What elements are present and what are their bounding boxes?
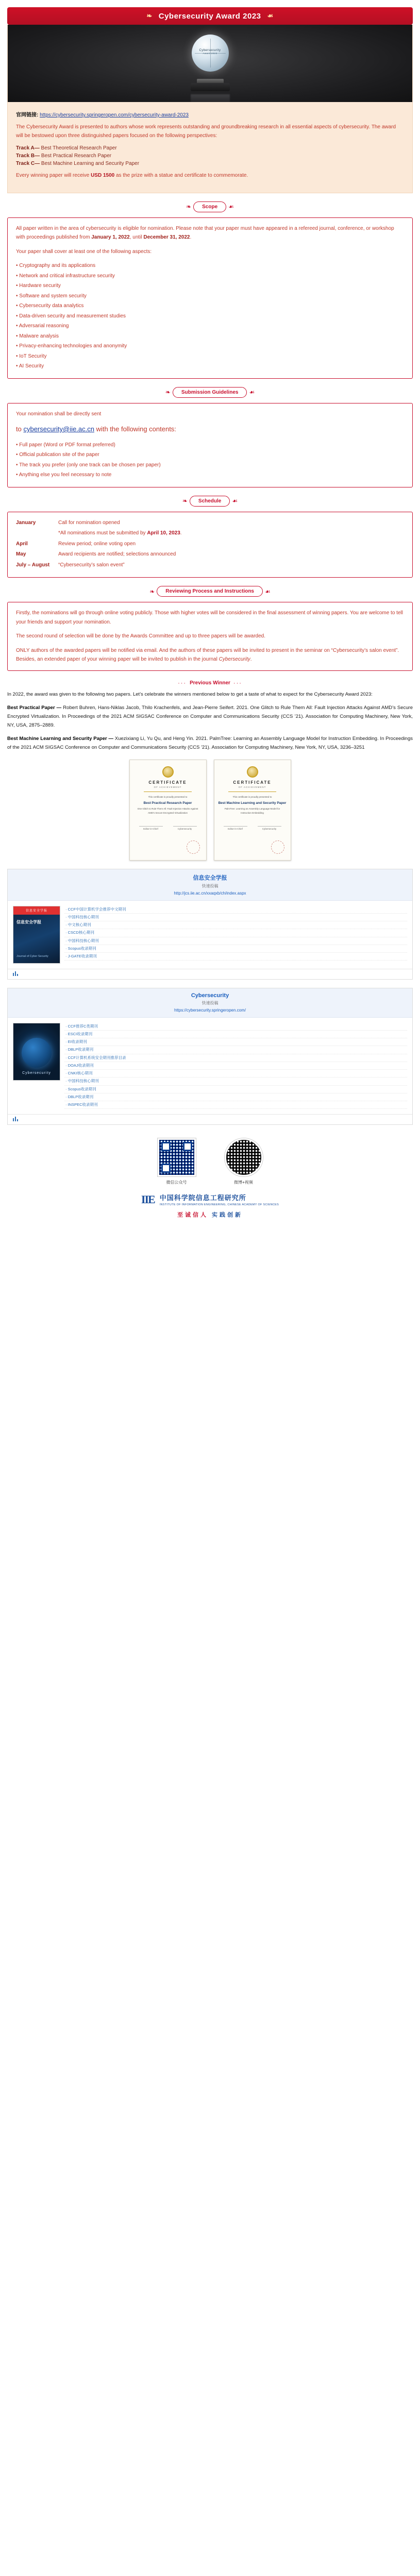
schedule-row: January Call for nomination opened bbox=[16, 519, 120, 526]
page-title: Cybersecurity Award 2023 bbox=[158, 11, 261, 21]
reviewing-p3: ONLY authors of the awarded papers will be notified via email. And the authors of these papers will be invited to present in the seminar on “Cybersecurity’s salon event”. Besides, an extended paper of your winning paper will be invited to publish in the journal Cybersecurity. bbox=[16, 647, 399, 663]
certificate-stamp-icon bbox=[271, 840, 284, 854]
promo-subtitle: 快速投稿 bbox=[201, 1000, 219, 1005]
iie-logo: IIE bbox=[141, 1192, 155, 1206]
previous-winner-body bbox=[7, 691, 413, 752]
trophy-label: Cybersecurity Award 2023 bbox=[199, 49, 221, 55]
chip-ornament-left-icon: ❧ bbox=[165, 389, 171, 396]
list-item: • Cybersecurity data analytics bbox=[16, 301, 404, 311]
promo-index-list bbox=[64, 906, 407, 964]
certificate-line-2: One Glitch to Rule Them All: Fault Injection Attacks Against AMD’s Secure Encrypted Virtualization bbox=[137, 807, 198, 814]
reviewing-p2: The second round of selection will be done by the Awards Committee and up to three papers will be awarded. bbox=[16, 633, 265, 639]
list-item: · DBLP收录期刊 bbox=[64, 1093, 407, 1101]
promo-cover-label: Cybersecurity bbox=[22, 1071, 51, 1075]
list-item: · J-GATE收录期刊 bbox=[64, 953, 407, 961]
list-item: · 中文核心期刊 bbox=[64, 921, 407, 929]
promo-index-list bbox=[64, 1023, 407, 1109]
list-item: • Malware analysis bbox=[16, 332, 404, 341]
award-intro-text: The Cybersecurity Award is presented to authors whose work represents outstanding and groundbreaking research in all essential aspects of cybersecurity. The award will be bestowed upon three distinguished papers focused on the following perspectives: bbox=[16, 124, 396, 139]
scope-heading bbox=[0, 201, 420, 212]
equalizer-icon bbox=[13, 1117, 18, 1121]
promo-card-journal-cn[interactable] bbox=[7, 869, 413, 980]
promo-card-journal-en[interactable] bbox=[7, 988, 413, 1125]
list-item: • Official publication site of the paper bbox=[16, 450, 404, 460]
previous-winner-paper-2: Best Machine Learning and Security Paper — Xuezixiang Li, Yu Qu, and Heng Yin. 2021. PalmTree: Learning an Assembly Language Model for Instruction Embedding. In Proceedings of the 2021 ACM SIGSAC Conference on Computer and Communications Security (CCS ’21). Association for Computing Machinery, New York, NY, USA, 3236–3251 bbox=[7, 736, 413, 750]
promo-cover-image bbox=[13, 1023, 60, 1081]
submission-heading bbox=[0, 387, 420, 398]
promo-footer bbox=[8, 1114, 412, 1124]
qr-code-icon[interactable] bbox=[158, 1138, 196, 1176]
qr-code-row bbox=[0, 1138, 420, 1185]
certificate-subtitle: OF ACHIEVEMENT bbox=[154, 785, 182, 788]
submission-email-line: to cybersecurity@iie.ac.cn with the following contents: bbox=[16, 425, 176, 433]
list-item: • Cryptography and its applications bbox=[16, 261, 404, 271]
promo-cover-image bbox=[13, 906, 60, 964]
submission-panel bbox=[7, 403, 413, 487]
certificate-signatures bbox=[134, 826, 202, 830]
certificate-images bbox=[0, 760, 420, 861]
chip-ornament-right-icon: ☙ bbox=[249, 389, 255, 396]
chip-ornament-right-icon: ☙ bbox=[265, 587, 271, 595]
list-item: • Hardware security bbox=[16, 281, 404, 291]
previous-winner-intro: In 2022, the award was given to the following two papers. Let’s celebrate the winners mentioned below to get a taste of what to expect for the Cybersecurity Award 2023: bbox=[7, 691, 373, 697]
previous-winner-label: Previous Winner bbox=[190, 680, 230, 686]
certificate-title: CERTIFICATE bbox=[233, 780, 272, 785]
list-item: • Full paper (Word or PDF format preferred) bbox=[16, 441, 404, 450]
list-item: · CNKI核心期刊 bbox=[64, 1070, 407, 1077]
reviewing-p1: Firstly, the nominations will go through online voting publicly. Those with higher votes will be considered in the final assessment of winning papers. You are welcome to tell your friends and support your nomination. bbox=[16, 610, 403, 625]
promo-header bbox=[8, 869, 412, 901]
award-trophy-photo bbox=[8, 25, 412, 102]
certificate-subtitle: OF ACHIEVEMENT bbox=[238, 785, 266, 788]
track-a: Track A— Best Theoretical Research Paper bbox=[16, 145, 117, 151]
list-item: • AI Security bbox=[16, 362, 404, 371]
list-item: • Privacy-enhancing technologies and anonymity bbox=[16, 342, 404, 351]
track-b: Track B— Best Practical Research Paper bbox=[16, 153, 112, 159]
certificate-award-name: Best Machine Learning and Security Paper bbox=[218, 801, 287, 805]
qr-code-icon[interactable] bbox=[225, 1138, 263, 1176]
certificate-2 bbox=[214, 760, 291, 861]
certificate-line-1: This certificate is proudly presented to bbox=[232, 795, 272, 798]
award-announcement-page bbox=[0, 7, 420, 1224]
promo-footer bbox=[8, 969, 412, 979]
scope-aspects-intro: Your paper shall cover at least one of the following aspects: bbox=[16, 248, 152, 255]
list-item: · 中国科技核心期刊 bbox=[64, 937, 407, 945]
dot-ornament-left-icon: ··· bbox=[178, 680, 187, 686]
globe-icon bbox=[22, 1038, 52, 1068]
list-item: · Scopus收录期刊 bbox=[64, 945, 407, 953]
chip-ornament-left-icon: ❧ bbox=[182, 497, 188, 505]
list-item: · DBLP收录期刊 bbox=[64, 1046, 407, 1054]
list-item: • The track you prefer (only one track can be chosen per paper) bbox=[16, 461, 404, 470]
list-item: · DOAJ收录期刊 bbox=[64, 1062, 407, 1070]
list-item: · CSCD核心期刊 bbox=[64, 929, 407, 937]
ornament-left-icon: ❧ bbox=[146, 12, 153, 20]
schedule-chip-label: Schedule bbox=[190, 496, 230, 507]
certificate-line-2: PalmTree: Learning an Assembly Language Model for Instruction Embedding bbox=[224, 807, 280, 814]
certificate-sig-right: Cybersecurity bbox=[258, 826, 281, 830]
schedule-row: April Review period; online voting open bbox=[16, 541, 136, 547]
certificate-sig-left: Editor-in-Chief bbox=[224, 826, 247, 830]
institute-name-en: INSTITUTE OF INFORMATION ENGINEERING, CHINESE ACADEMY OF SCIENCES bbox=[159, 1203, 279, 1207]
slogan-part-1: 至诚信人 bbox=[177, 1212, 208, 1219]
slogan-part-2: 实践创新 bbox=[212, 1212, 243, 1219]
scope-panel bbox=[7, 217, 413, 379]
certificate-1 bbox=[129, 760, 207, 861]
certificate-signatures bbox=[219, 826, 287, 830]
certificate-sig-left: Editor-in-Chief bbox=[139, 826, 163, 830]
official-link-label: 官网链接: bbox=[16, 112, 39, 118]
schedule-panel bbox=[7, 512, 413, 578]
certificate-seal-icon bbox=[247, 766, 258, 778]
list-item: • Software and system security bbox=[16, 292, 404, 301]
list-item: · 中国科技核心期刊 bbox=[64, 914, 407, 921]
ornament-right-icon: ☙ bbox=[267, 12, 274, 20]
promo-cover-badge: 信息安全学报 bbox=[13, 906, 60, 915]
submission-item-list bbox=[16, 441, 404, 480]
chip-ornament-left-icon: ❧ bbox=[186, 203, 192, 210]
list-item: · 中国科技核心期刊 bbox=[64, 1077, 407, 1085]
official-link-row bbox=[16, 110, 404, 118]
reviewing-chip-label: Reviewing Process and Instructions bbox=[157, 586, 263, 597]
reviewing-heading bbox=[0, 586, 420, 597]
institute-slogan bbox=[0, 1210, 420, 1219]
qr-wechat[interactable] bbox=[158, 1138, 196, 1185]
previous-winner-heading bbox=[0, 680, 420, 686]
list-item: • Adversarial reasoning bbox=[16, 322, 404, 331]
list-item: · ESCI收录期刊 bbox=[64, 1031, 407, 1038]
list-item: · INSPEC收录期刊 bbox=[64, 1101, 407, 1109]
previous-winner-paper-1: Best Practical Paper — Robert Buhren, Hans-Niklas Jacob, Thilo Krachenfels, and Jean-Pierre Seifert. 2021. One Glitch to Rule Them All: Fault Injection Attacks Against AMD’s Secure Encrypted Virtualization. In Proceedings of the 2021 ACM SIGSAC Conference on Computer and Communications Security (CCS ’21). Association for Computing Machinery, New York, NY, USA, 2875–2889. bbox=[7, 705, 413, 728]
submission-intro: Your nomination shall be directly sent bbox=[16, 411, 102, 417]
list-item: · CCF推荐C类期刊 bbox=[64, 1023, 407, 1031]
certificate-seal-icon bbox=[162, 766, 174, 778]
schedule-row: May Award recipients are notified; selections announced bbox=[16, 551, 176, 558]
list-item: • Network and critical infrastructure security bbox=[16, 272, 404, 281]
promo-subtitle: 快速投稿 bbox=[201, 883, 219, 888]
institute-footer bbox=[0, 1192, 420, 1206]
certificate-stamp-icon bbox=[187, 840, 200, 854]
institute-name-cn: 中国科学院信息工程研究所 bbox=[159, 1194, 246, 1202]
promo-cover-title: 信息安全学报 bbox=[16, 919, 41, 924]
schedule-list bbox=[16, 518, 404, 570]
promo-title: 信息安全学报 bbox=[193, 874, 227, 881]
list-item: • Data-driven security and measurement studies bbox=[16, 312, 404, 321]
list-item: · CCF中国计算机学会推荐中文期刊 bbox=[64, 906, 407, 914]
list-item: · Scopus收录期刊 bbox=[64, 1086, 407, 1093]
chip-ornament-left-icon: ❧ bbox=[149, 587, 155, 595]
scope-topic-list bbox=[16, 261, 404, 371]
equalizer-icon bbox=[13, 971, 18, 976]
promo-url[interactable]: https://cybersecurity.springeropen.com/ bbox=[174, 1007, 246, 1013]
dot-ornament-right-icon: ··· bbox=[233, 680, 242, 686]
certificate-award-name: Best Practical Research Paper bbox=[143, 801, 192, 805]
award-prize-text: Every winning paper will receive USD 1500 as the prize with a statue and certificate to commemorate. bbox=[16, 173, 248, 178]
chip-ornament-right-icon: ☙ bbox=[228, 203, 234, 210]
qr-caption: 微博+视频 bbox=[234, 1180, 253, 1185]
reviewing-panel bbox=[7, 602, 413, 671]
certificate-title: CERTIFICATE bbox=[148, 780, 187, 785]
prize-amount: USD 1500 bbox=[91, 173, 115, 178]
certificate-line-1: This certificate is proudly presented to bbox=[148, 795, 188, 798]
official-link[interactable]: https://cybersecurity.springeropen.com/cybersecurity-award-2023 bbox=[40, 112, 189, 118]
submission-chip-label: Submission Guidelines bbox=[173, 387, 247, 398]
hero-section bbox=[7, 25, 413, 193]
submission-email-link[interactable]: cybersecurity@iie.ac.cn bbox=[23, 425, 94, 433]
certificate-sig-right: Cybersecurity bbox=[173, 826, 197, 830]
list-item: • IoT Security bbox=[16, 352, 404, 361]
chip-ornament-right-icon: ☙ bbox=[232, 497, 238, 505]
page-banner bbox=[7, 7, 413, 25]
promo-title: Cybersecurity bbox=[191, 992, 229, 999]
promo-header bbox=[8, 988, 412, 1018]
schedule-heading bbox=[0, 496, 420, 507]
list-item: • Anything else you feel necessary to note bbox=[16, 470, 404, 480]
promo-url[interactable]: http://jcs.iie.ac.cn/xxaqxb/ch/index.aspx bbox=[174, 890, 246, 896]
schedule-row: July – August “Cybersecurity’s salon event” bbox=[16, 562, 125, 568]
qr-caption: 微信公众号 bbox=[166, 1180, 187, 1185]
schedule-row-note: *All nominations must be submitted by April 10, 2023. bbox=[58, 530, 182, 536]
list-item: · CCF计算机系统安全期刊推荐目录 bbox=[64, 1054, 407, 1062]
list-item: · EI收录期刊 bbox=[64, 1038, 407, 1046]
scope-eligibility-text: All paper written in the area of cybersecurity is eligible for nomination. Please note that your paper must have appeared in a refereed journal, conference, or workshop with proceedings published from January 1, 2022, until December 31, 2022. bbox=[16, 225, 394, 240]
qr-weibo[interactable] bbox=[225, 1138, 263, 1185]
trophy-graphic bbox=[183, 33, 237, 93]
scope-chip-label: Scope bbox=[193, 201, 226, 212]
track-c: Track C— Best Machine Learning and Security Paper bbox=[16, 161, 140, 166]
promo-cover-subtitle: Journal of Cyber Security bbox=[16, 954, 48, 958]
